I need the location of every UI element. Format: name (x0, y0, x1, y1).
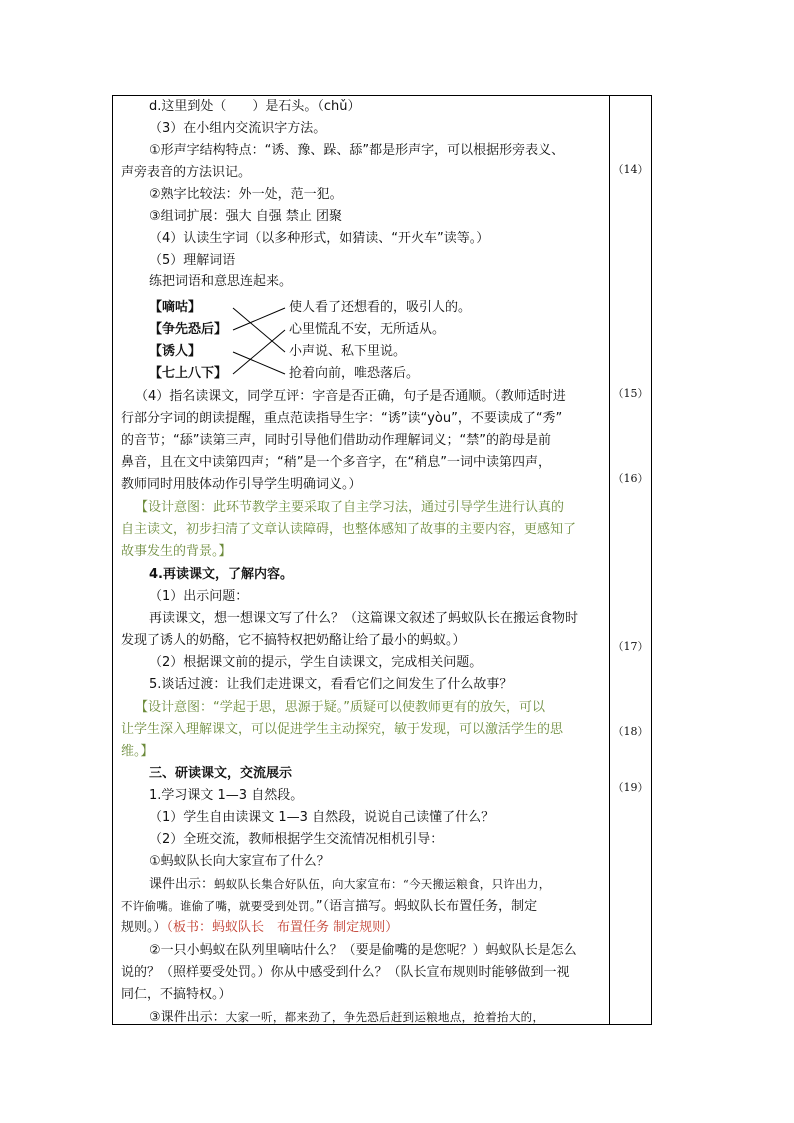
courseware-line (149, 1009, 544, 1026)
text-line: ②熟字比较法：外一处，范一犯。 (149, 187, 343, 202)
matching-term: 【嘀咕】 (149, 300, 202, 315)
design-intent-note: 【设计意图：“学起于思，思源于疑。”质疑可以使教师更有的放矢，可以 (135, 700, 545, 715)
lesson-content (113, 96, 609, 1024)
design-intent-note: 维。】 (121, 744, 154, 759)
courseware-quote: 蚂蚁队长集合好队伍，向大家宣布：“今天搬运粮食，只许出力， (214, 877, 551, 891)
courseware-quote: 大家一听，都来劲了，争先恐后赶到运粮地点，抢着抬大的， (225, 1010, 545, 1024)
text-line: 同仁，不搞特权。） (121, 987, 232, 1002)
text-line: 5.谈话过渡：让我们走进课文，看看它们之间发生了什么故事？ (149, 677, 513, 692)
text-line: 再读课文，想一想课文写了什么？（这篇课文叙述了蚂蚁队长在搬运食物时 (149, 611, 579, 626)
text-line: ②一只小蚂蚁在队列里嘀咕什么？（要是偷嘴的是您呢？）蚂蚁队长是怎么 (149, 943, 577, 958)
matching-definition: 抢着向前，唯恐落后。 (289, 366, 420, 381)
lesson-table (112, 95, 652, 1025)
side-note: （19） (612, 781, 649, 794)
design-intent-note: 自主读文，初步扫清了文章认读障碍，也整体感知了故事的主要内容，更感知了 (121, 522, 577, 537)
side-note: （15） (612, 387, 649, 400)
side-note: （17） (612, 640, 649, 653)
courseware-label: 课件出示： (149, 877, 215, 892)
text-line: 的音节；“舔”读第三声，同时引导他们借助动作理解词义；“禁”的韵母是前 (121, 433, 551, 448)
matching-term: 【七上八下】 (149, 366, 228, 381)
design-intent-note: 让学生深入理解课文，可以促进学生主动探究，敏于发现，可以激活学生的思 (121, 722, 564, 737)
design-intent-note: 故事发生的背景。】 (121, 544, 232, 559)
side-note-column (610, 96, 651, 1024)
text-line: 发现了诱人的奶酪，它不搞特权把奶酪让给了最小的蚂蚁。） (121, 633, 466, 648)
text-line: 说的？（照样要受处罚。）你从中感受到什么？（队长宣布规则时能够做到一视 (121, 965, 570, 980)
text-line: 1.学习课文 1—3 自然段。 (149, 788, 304, 803)
courseware-label: ③课件出示： (149, 1010, 226, 1025)
side-note: （14） (612, 163, 649, 176)
matching-definition: 心里慌乱不安，无所适从。 (289, 322, 446, 337)
text-line: （1）出示问题： (149, 589, 249, 604)
courseware-comment: ”（语言描写。蚂蚁队长布置任务，制定 (315, 899, 538, 914)
section-heading: 三、研读课文，交流展示 (149, 766, 293, 781)
courseware-line (121, 898, 537, 915)
design-intent-note: 【设计意图：此环节教学主要采取了自主学习法，通过引导学生进行认真的 (135, 500, 565, 515)
text-line: d.这里到处（ ）是石头。（chǔ） (149, 99, 361, 114)
matching-definition: 使人看了还想看的，吸引人的。 (289, 300, 472, 315)
text-line: （5）理解词语 (149, 253, 236, 268)
text-line: 教师同时用肢体动作引导学生明确词义。） (121, 477, 362, 492)
matching-lines (231, 298, 287, 378)
courseware-quote: 不许偷嘴。谁偷了嘴，就要受到处罚。 (121, 899, 316, 913)
matching-term: 【诱人】 (149, 344, 202, 359)
text-line: ①蚂蚁队长向大家宣布了什么？ (149, 854, 330, 869)
text-line: （1）学生自由读课文 1—3 自然段，说说自己读懂了什么？ (149, 810, 495, 825)
text-line: 声旁表音的方法识记。 (121, 165, 252, 180)
text-line: （2）全班交流，教师根据学生交流情况相机引导： (149, 832, 444, 847)
matching-definition: 小声说、私下里说。 (289, 344, 407, 359)
courseware-line (121, 920, 398, 936)
text-line: ③组词扩展：强大 自强 禁止 团聚 (149, 209, 343, 224)
text-line: 行部分字词的朗读提醒，重点范读指导生字：“诱”读“yòu”，不要读成了“秀” (121, 411, 563, 426)
courseware-line (149, 876, 551, 893)
courseware-comment: 规则。） (121, 920, 167, 935)
section-heading: 4.再读课文，了解内容。 (149, 567, 293, 582)
side-note: （18） (612, 725, 649, 738)
text-line: （2）根据课文前的提示，学生自读课文，完成相关问题。 (149, 655, 483, 670)
matching-term: 【争先恐后】 (149, 322, 228, 337)
text-line: （3）在小组内交流识字方法。 (149, 121, 327, 136)
side-note: （16） (612, 472, 649, 485)
text-line: 练把词语和意思连起来。 (149, 274, 293, 289)
text-line: （4）认读生字词（以多种形式，如猜读、“开火车”读等。） (149, 231, 490, 246)
text-line: ①形声字结构特点：“诱、豫、跺、舔”都是形声字，可以根据形旁表义、 (149, 143, 565, 158)
board-note: （板书：蚂蚁队长 布置任务 制定规则） (166, 920, 399, 935)
text-line: 鼻音，且在文中读第四声；“稍”是一个多音字，在“稍息”一词中读第四声， (121, 455, 551, 470)
text-line: （4）指名读课文，同学互评：字音是否正确，句子是否通顺。（教师适时进 (135, 389, 566, 404)
